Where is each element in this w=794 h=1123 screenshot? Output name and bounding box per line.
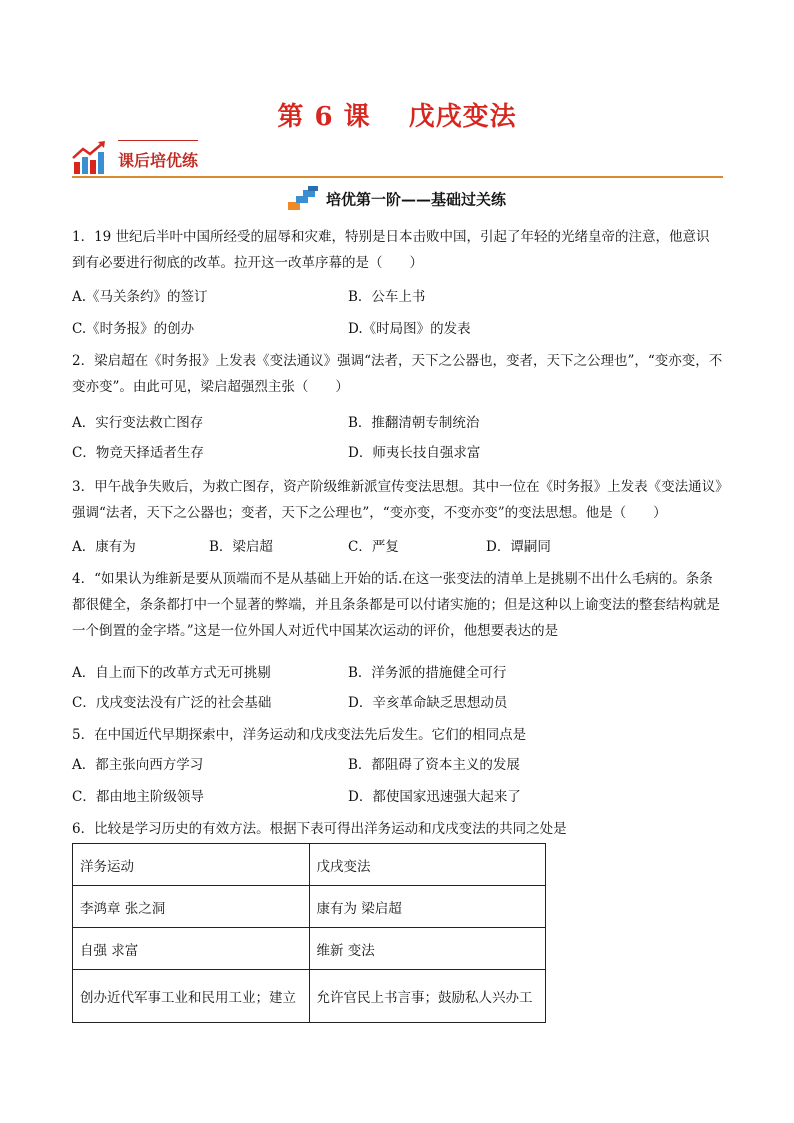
table-cell: 自强 求富 (73, 928, 310, 970)
q1-option-b[interactable]: B．公车上书 (348, 289, 426, 305)
question-3-stem: 3．甲午战争失败后，为救亡图存，资产阶级维新派宣传变法思想。其中一位在《时务报》上发表《变法通议》强调“法者，天下之公器也；变者，天下之公理也”，“变亦变，不变亦变”的变法思想。他是（ ） (72, 479, 722, 521)
lesson-number: 第 6 课 (277, 102, 371, 132)
question-4-stem: 4．“如果认为维新是要从顶端而不是从基础上开始的话.在这一张变法的清单上是挑剔不出什么毛病的。条条都很健全，条条都打中一个显著的弊端，并且条条都是可以付诸实施的；但是这种以上谕变法的整套结构就是一个倒置的金字塔。”这是一位外国人对近代中国某次运动的评价，他想要表达的是 (72, 571, 720, 639)
tier-heading (0, 186, 794, 212)
q1-option-a[interactable]: A.《马关条约》的签订 (72, 289, 208, 305)
table-row (73, 928, 546, 970)
q4-option-d[interactable]: D．辛亥革命缺乏思想动员 (348, 695, 508, 711)
table-row (73, 844, 546, 886)
section-header (72, 138, 723, 178)
page-title (0, 96, 794, 133)
q3-option-a[interactable]: A．康有为 (72, 539, 136, 555)
question-1-stem: 1．19 世纪后半叶中国所经受的屈辱和灾难，特别是日本击败中国，引起了年轻的光绪皇帝的注意，他意识到有必要进行彻底的改革。拉开这一改革序幕的是（ ） (72, 229, 710, 271)
q5-option-a[interactable]: A．都主张向西方学习 (72, 757, 204, 773)
table-cell: 维新 变法 (309, 928, 546, 970)
q1-option-d[interactable]: D.《时局图》的发表 (348, 321, 471, 337)
q2-option-d[interactable]: D．师夷长技自强求富 (348, 445, 481, 461)
q3-option-d[interactable]: D．谭嗣同 (486, 539, 551, 555)
q5-option-b[interactable]: B．都阻碍了资本主义的发展 (348, 757, 520, 773)
divider (72, 176, 723, 178)
q2-option-b[interactable]: B．推翻清朝专制统治 (348, 415, 480, 431)
q4-option-a[interactable]: A．自上而下的改革方式无可挑剔 (72, 665, 271, 681)
section-label: 课后培优练 (118, 151, 199, 170)
q4-option-c[interactable]: C．戊戌变法没有广泛的社会基础 (72, 695, 272, 711)
table-row (73, 970, 546, 1023)
question-5-stem: 5．在中国近代早期探索中，洋务运动和戊戌变法先后发生。它们的相同点是 (72, 727, 527, 743)
tier-heading-text: 培优第一阶——基础过关练 (325, 190, 506, 209)
q5-option-c[interactable]: C．都由地主阶级领导 (72, 789, 204, 805)
question-2-stem: 2．梁启超在《时务报》上发表《变法通议》强调“法者，天下之公器也，变者，天下之公理也”，“变亦变，不变亦变”。由此可见，梁启超强烈主张（ ） (72, 353, 723, 395)
bar-chart-arrow-icon (72, 140, 108, 174)
q4-option-b[interactable]: B．洋务派的措施健全可行 (348, 665, 507, 681)
q3-option-c[interactable]: C．严复 (348, 539, 399, 555)
stairs-icon (288, 186, 320, 212)
q5-option-d[interactable]: D．都使国家迅速强大起来了 (348, 789, 521, 805)
q2-option-c[interactable]: C．物竞天择适者生存 (72, 445, 204, 461)
comparison-table (72, 843, 546, 1023)
q3-option-b[interactable]: B．梁启超 (209, 539, 273, 555)
header-accent-line (118, 140, 198, 141)
q1-option-c[interactable]: C.《时务报》的创办 (72, 321, 195, 337)
table-cell: 康有为 梁启超 (309, 886, 546, 928)
table-cell: 允许官民上书言事；鼓励私人兴办工 (309, 970, 546, 1023)
table-cell: 李鸿章 张之洞 (73, 886, 310, 928)
question-6-stem: 6．比较是学习历史的有效方法。根据下表可得出洋务运动和戊戌变法的共同之处是 (72, 821, 567, 837)
q2-option-a[interactable]: A．实行变法救亡图存 (72, 415, 204, 431)
table-cell: 洋务运动 (73, 844, 310, 886)
table-cell: 创办近代军事工业和民用工业；建立 (73, 970, 310, 1023)
table-cell: 戊戌变法 (309, 844, 546, 886)
table-row (73, 886, 546, 928)
lesson-topic: 戊戌变法 (408, 102, 517, 132)
